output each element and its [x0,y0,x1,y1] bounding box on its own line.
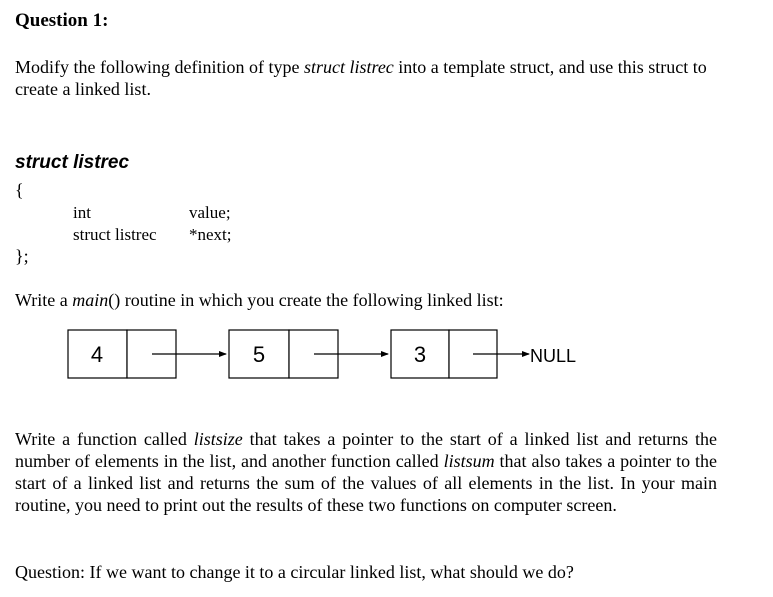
task-func-listsize: listsize [193,429,243,449]
main-text-2: () routine in which you create the following linked list: [108,290,504,310]
question-title: Question 1: [15,10,109,31]
intro-struct-name: struct listrec [303,57,394,77]
followup-question: Question: If we want to change it to a circular linked list, what should we do? [15,562,574,582]
task-text-1: Write a function called [15,429,194,449]
member-type-value: int [73,203,91,222]
main-text-1: Write a [15,290,73,310]
intro-text-2: into a template struct, and use this struct to create a linked list. [15,57,707,99]
null-terminator: NULL [530,346,577,366]
function-task-paragraph [15,428,717,516]
node-value-2: 5 [252,342,266,367]
main-func-name: main [72,290,109,310]
task-text-3: that also takes a pointer to the start of a linked list and returns the sum of the values of all elements in the list. In your main routine, you need to print out the results of these two functions on computer screen. [15,451,717,515]
task-text-2: that takes a pointer to the start of a linked list and returns the number of elements in the list, and another function called [15,429,717,471]
node-value-1: 4 [90,342,104,367]
open-brace: { [15,180,24,200]
member-name-value: value; [189,203,231,222]
member-name-next: *next; [189,225,232,244]
node-value-3: 3 [413,342,427,367]
task-func-listsum: listsum [443,451,495,471]
close-brace: }; [15,246,29,266]
member-type-next: struct listrec [73,225,157,244]
intro-text-1: Modify the following definition of type [15,57,304,77]
struct-title: struct listrec [15,152,130,173]
